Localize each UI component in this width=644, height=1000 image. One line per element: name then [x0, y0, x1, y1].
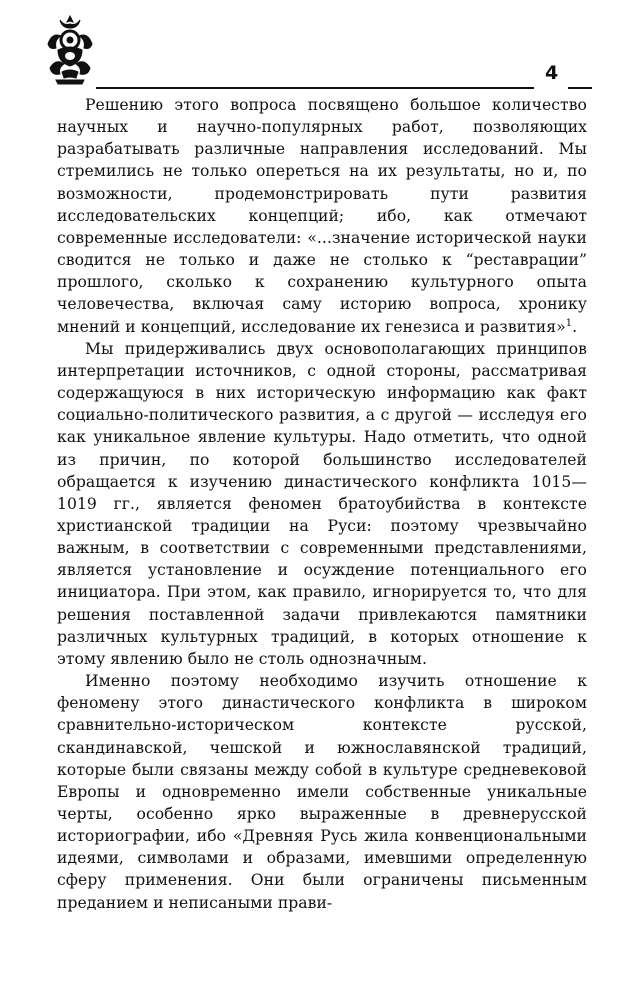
ornamental-vignette-icon	[42, 14, 98, 86]
page-number-rule	[568, 87, 592, 89]
page-number: 4	[545, 62, 559, 84]
footnote-marker[interactable]: 1	[565, 317, 573, 329]
paragraph-2: Мы придерживались двух основополагающих принципов интерпретации источников, с одной стороны, рассматривая содержащуюся в них историческую информацию как факт социально-политического развития, а с другой — исследуя его как уникальное явление культуры. Надо отметить, что одной из причин, по которой большинство исследователей обращается к изучению династического конфликта 1015—1019 гг., является феномен братоубийства в контексте христианской традиции на Руси: поэтому чрезвычайно важным, в соответствии с современными представлениями, является установление и осуждение потенциального его инициатора. При этом, как правило, игнорируется то, что для решения поставленной задачи привлекаются памятники различных культурных традиций, в которых отношение к этому явлению было не столь однозначным.	[57, 339, 587, 668]
body-text	[57, 94, 587, 914]
paragraph-1-text: Решению этого вопроса посвящено большое количество научных и научно-популярных работ, позволяющих разрабатывать различные направления исследований. Мы стремились не только опереться на их результаты, но и, по возможности, продемонстрировать пути развития исследовательских концепций; ибо, как отмечают современные исследователи: «...значение исторической науки сводится не только и даже не столько к “реставрации” прошлого, сколько к сохранению культурного опыта человечества, включая саму историю вопроса, хронику мнений и концепций, исследование их генезиса и развития»	[57, 96, 587, 336]
paragraph-1-end: .	[572, 317, 578, 336]
paragraph-1	[57, 94, 587, 338]
header-rule	[96, 87, 534, 89]
paragraph-3: Именно поэтому необходимо изучить отношение к феномену этого династического конфликта в широком сравнительно-историческом контексте русской, скандинавской, чешской и южнославянской традиций, которые были связаны между собой в культуре средневековой Европы и одновременно имели собственные уникальные черты, особенно ярко выраженные в древнерусской историографии, ибо «Древняя Русь жила конвенциональными идеями, символами и образами, имевшими определенную сферу применения. Они были ограничены письменным преданием и неписаными прави-	[57, 672, 587, 912]
